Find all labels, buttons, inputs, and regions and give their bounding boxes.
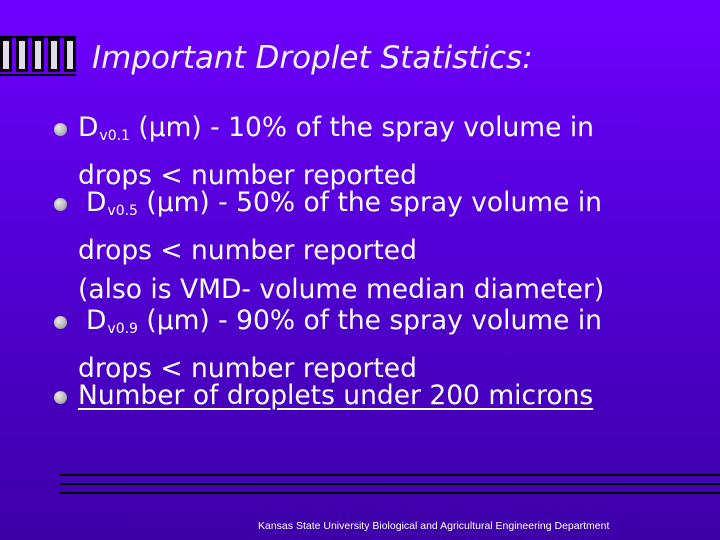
bullet-text-continued: drops < number reported — [78, 160, 417, 191]
stat-symbol: D — [86, 305, 107, 336]
bullet-icon — [54, 316, 67, 329]
bullet-icon — [54, 391, 67, 404]
decorative-line — [60, 492, 720, 494]
decorative-line — [60, 474, 720, 476]
slide-title: Important Droplet Statistics: — [92, 40, 533, 76]
bullet-text: (µm) - 90% of the spray volume in — [137, 305, 602, 336]
bullet-text-continued: drops < number reported — [78, 353, 417, 384]
stat-subscript: v0.5 — [107, 203, 138, 219]
decorative-bottom-lines — [60, 474, 720, 502]
stat-subscript: v0.1 — [99, 128, 130, 144]
bullet-item-dv09 — [78, 301, 698, 388]
decorative-bar — [16, 38, 28, 72]
stat-symbol: D — [86, 187, 107, 218]
decorative-bar — [32, 38, 44, 72]
bullet-item-dv05 — [78, 183, 698, 309]
bullet-text-note: (also is VMD- volume median diameter) — [78, 274, 605, 305]
bullet-text: Number of droplets under 200 microns — [78, 380, 594, 411]
bullet-item-dv01 — [78, 108, 698, 195]
stat-subscript: v0.9 — [107, 321, 138, 337]
decorative-line — [0, 74, 76, 76]
bullet-icon — [54, 198, 67, 211]
decorative-bar — [64, 38, 76, 72]
bullet-text: (µm) - 50% of the spray volume in — [137, 187, 602, 218]
decorative-line — [60, 483, 720, 485]
stat-symbol: D — [78, 112, 99, 143]
bullet-icon — [54, 123, 67, 136]
decorative-bars — [0, 36, 76, 76]
bullet-text-continued: drops < number reported — [78, 235, 417, 266]
bullet-text: (µm) - 10% of the spray volume in — [129, 112, 594, 143]
bullet-item-droplets — [78, 376, 698, 415]
footer-credit: Kansas State University Biological and Agricultural Engineering Department — [258, 520, 610, 532]
decorative-bar — [48, 38, 60, 72]
decorative-bar — [0, 38, 12, 72]
